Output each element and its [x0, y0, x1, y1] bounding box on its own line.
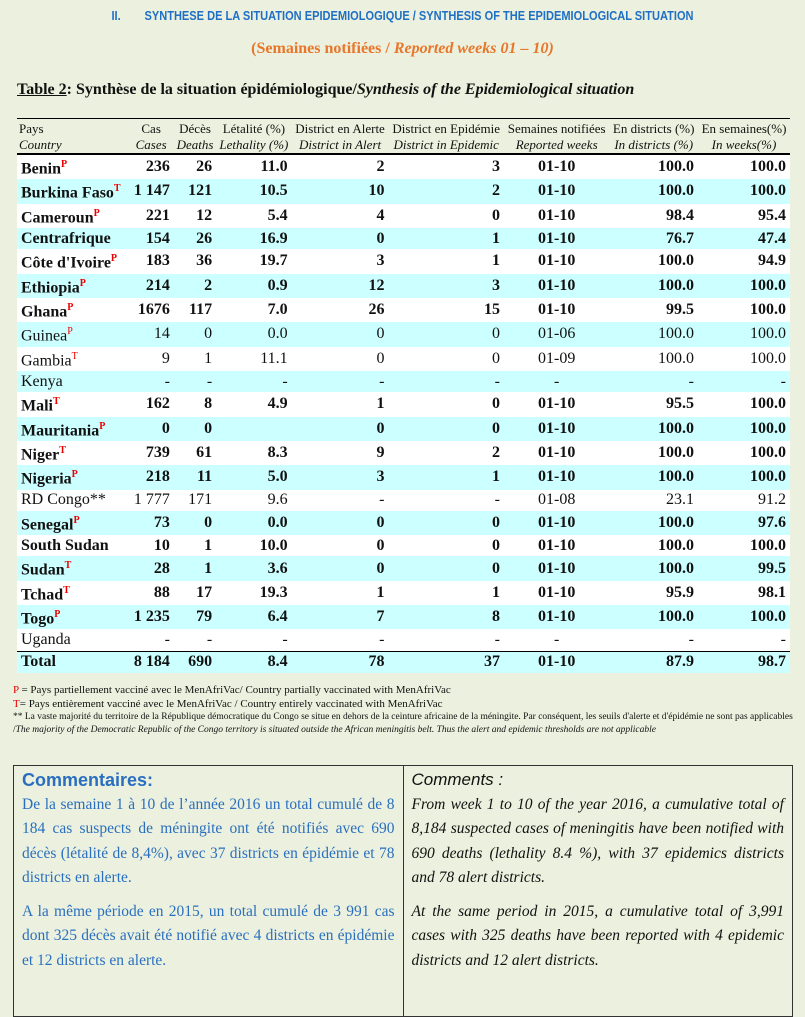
- table-row: [17, 179, 790, 203]
- value-cell: 14: [128, 322, 174, 346]
- epidemiological-table: [17, 118, 790, 673]
- value-cell: 3: [292, 465, 389, 489]
- vaccination-mark: T: [71, 350, 78, 362]
- value-cell: 1: [388, 228, 504, 249]
- value-cell: 10.5: [216, 179, 292, 203]
- value-cell: 01-09: [504, 347, 609, 371]
- value-cell: 01-10: [504, 274, 609, 298]
- country-cell: [17, 629, 128, 651]
- value-cell: 94.9: [698, 249, 790, 273]
- column-header: Deaths: [174, 137, 216, 154]
- country-cell: [17, 154, 128, 179]
- value-cell: 01-10: [504, 179, 609, 203]
- table-row: [17, 465, 790, 489]
- comments-en: Comments : From week 1 to 10 of the year 2016, a cumulative total of 8,184 suspected cases of meningitis have been notified with 690 deaths (lethality 8.4 %), with 37 epidemics districts and 78 alert districts. At the same period in 2015, a cumulative total of 3,991 cases with 325 deaths have been reported with 4 epidemic districts and 12 alert districts.: [411, 770, 784, 969]
- table-row: [17, 605, 790, 629]
- value-cell: 01-10: [504, 249, 609, 273]
- value-cell: 01-10: [504, 535, 609, 556]
- value-cell: 1: [292, 581, 389, 605]
- value-cell: 0: [292, 556, 389, 580]
- value-cell: 78: [292, 651, 389, 673]
- table-row: [17, 228, 790, 249]
- country-cell: [17, 490, 128, 511]
- table-row: [17, 322, 790, 346]
- value-cell: -: [698, 371, 790, 392]
- country-name: Benin: [21, 160, 62, 178]
- value-cell: 98.1: [698, 581, 790, 605]
- value-cell: 1 235: [128, 605, 174, 629]
- value-cell: 0: [174, 322, 216, 346]
- value-cell: 0: [292, 511, 389, 535]
- vaccination-mark: P: [54, 609, 61, 621]
- value-cell: -: [609, 371, 698, 392]
- value-cell: 100.0: [609, 417, 698, 441]
- value-cell: 100.0: [698, 417, 790, 441]
- value-cell: 1: [174, 535, 216, 556]
- column-header: In weeks(%): [698, 137, 790, 154]
- value-cell: 99.5: [609, 298, 698, 322]
- value-cell: 100.0: [698, 179, 790, 203]
- column-header: Reported weeks: [504, 137, 609, 154]
- value-cell: 8.3: [216, 441, 292, 465]
- value-cell: 218: [128, 465, 174, 489]
- comments-fr: Commentaires: De la semaine 1 à 10 de l’année 2016 un total cumulé de 8 184 cas suspects de méningite ont été notifiés avec 690 décès (létalité de 8,4%), avec 37 districts en épidémie et 78 districts en alerte. A la même période en 2015, un total cumulé de 3 991 cas dont 325 décès avait été notifié avec 4 districts en épidémie et 12 districts en alerte.: [14, 766, 404, 1016]
- vaccination-mark: P: [71, 469, 78, 481]
- value-cell: 0: [128, 417, 174, 441]
- value-cell: 26: [292, 298, 389, 322]
- table-row: [17, 581, 790, 605]
- value-cell: 100.0: [698, 535, 790, 556]
- note-entire: T= Pays entièrement vacciné avec le MenAfriVac / Country entirely vaccinated with MenAfriVac: [13, 698, 443, 710]
- value-cell: 88: [128, 581, 174, 605]
- value-cell: 100.0: [698, 322, 790, 346]
- vaccination-mark: T: [59, 444, 66, 456]
- column-header: District in Alert: [292, 137, 389, 154]
- value-cell: 01-10: [504, 204, 609, 228]
- table-title: Table 2: Synthèse de la situation épidémiologique/Synthesis of the Epidemiological situation: [17, 81, 635, 98]
- value-cell: 2: [388, 441, 504, 465]
- value-cell: 6.4: [216, 605, 292, 629]
- value-cell: 01-10: [504, 417, 609, 441]
- value-cell: 01-08: [504, 490, 609, 511]
- value-cell: 8.4: [216, 651, 292, 673]
- table-row: [17, 249, 790, 273]
- value-cell: 0: [292, 535, 389, 556]
- value-cell: 100.0: [609, 511, 698, 535]
- value-cell: 0: [292, 228, 389, 249]
- column-header: District en Alerte: [295, 121, 385, 136]
- country-name: Mali: [21, 397, 53, 415]
- table-row: [17, 490, 790, 511]
- value-cell: 19.7: [216, 249, 292, 273]
- value-cell: 9.6: [216, 490, 292, 511]
- value-cell: -: [388, 629, 504, 651]
- country-name: Total: [21, 653, 56, 671]
- value-cell: 3: [388, 154, 504, 179]
- value-cell: 1: [292, 392, 389, 416]
- value-cell: -: [504, 371, 609, 392]
- value-cell: 162: [128, 392, 174, 416]
- value-cell: 87.9: [609, 651, 698, 673]
- country-cell: [17, 371, 128, 392]
- value-cell: 4: [292, 204, 389, 228]
- value-cell: 01-10: [504, 651, 609, 673]
- vaccination-mark: T: [63, 584, 70, 596]
- column-header: Semaines notifiées: [507, 121, 606, 136]
- value-cell: 61: [174, 441, 216, 465]
- value-cell: 10: [128, 535, 174, 556]
- value-cell: 12: [174, 204, 216, 228]
- value-cell: -: [216, 629, 292, 651]
- country-cell: [17, 298, 128, 322]
- table-row: [17, 417, 790, 441]
- country-cell: [17, 441, 128, 465]
- value-cell: -: [128, 371, 174, 392]
- value-cell: 1 777: [128, 490, 174, 511]
- column-header: En districts (%): [612, 121, 695, 136]
- value-cell: 11.1: [216, 347, 292, 371]
- value-cell: 9: [292, 441, 389, 465]
- value-cell: 100.0: [698, 298, 790, 322]
- value-cell: 26: [174, 154, 216, 179]
- value-cell: 15: [388, 298, 504, 322]
- table-row: [17, 441, 790, 465]
- value-cell: 1: [388, 465, 504, 489]
- country-cell: [17, 179, 128, 203]
- country-cell: [17, 581, 128, 605]
- value-cell: 100.0: [609, 441, 698, 465]
- note-rdc: ** La vaste majorité du territoire de la République démocratique du Congo se situe en dehors de la ceinture africaine de la méningite. Par conséquent, les seuils d'alerte et d'épidémie ne sont pas applicables /The majority of the Democratic Republic of the Congo territory is situated outside the African meningitis belt. Thus the alert and epidemic thresholds are not applicable: [13, 712, 793, 735]
- value-cell: 01-10: [504, 556, 609, 580]
- value-cell: 0.0: [216, 511, 292, 535]
- value-cell: 100.0: [609, 249, 698, 273]
- value-cell: 7.0: [216, 298, 292, 322]
- value-cell: 01-10: [504, 298, 609, 322]
- value-cell: -: [292, 371, 389, 392]
- value-cell: 100.0: [609, 347, 698, 371]
- value-cell: 01-10: [504, 228, 609, 249]
- value-cell: 0: [388, 556, 504, 580]
- country-name: Kenya: [21, 372, 63, 390]
- value-cell: 2: [292, 154, 389, 179]
- value-cell: 11.0: [216, 154, 292, 179]
- vaccination-mark: T: [113, 183, 121, 195]
- country-cell: [17, 605, 128, 629]
- value-cell: 0: [388, 511, 504, 535]
- value-cell: 10: [292, 179, 389, 203]
- column-header: Létalité (%): [222, 121, 286, 136]
- value-cell: 154: [128, 228, 174, 249]
- comments-box: [13, 765, 793, 1017]
- value-cell: 98.4: [609, 204, 698, 228]
- value-cell: 183: [128, 249, 174, 273]
- value-cell: 01-10: [504, 511, 609, 535]
- column-header: En semaines(%): [701, 121, 787, 136]
- value-cell: 26: [174, 228, 216, 249]
- value-cell: 2: [174, 274, 216, 298]
- value-cell: 100.0: [698, 347, 790, 371]
- value-cell: 8: [174, 392, 216, 416]
- total-row: [17, 651, 790, 673]
- value-cell: 236: [128, 154, 174, 179]
- value-cell: 690: [174, 651, 216, 673]
- country-name: Burkina Faso: [21, 184, 114, 202]
- value-cell: 0: [292, 417, 389, 441]
- vaccination-mark: P: [93, 207, 100, 219]
- vaccination-mark: P: [110, 253, 118, 265]
- value-cell: -: [698, 629, 790, 651]
- country-cell: [17, 204, 128, 228]
- vaccination-mark: T: [53, 396, 60, 408]
- column-header: Cases: [128, 137, 174, 154]
- table-row: [17, 154, 790, 179]
- country-cell: [17, 465, 128, 489]
- vaccination-mark: P: [61, 159, 68, 170]
- value-cell: 100.0: [698, 392, 790, 416]
- country-name: Cameroun: [21, 208, 94, 226]
- value-cell: 0: [388, 322, 504, 346]
- vaccination-mark: P: [73, 514, 80, 526]
- country-cell: [17, 322, 128, 346]
- table-row: [17, 204, 790, 228]
- column-header: In districts (%): [609, 137, 698, 154]
- column-header: Décès: [179, 121, 211, 136]
- country-cell: [17, 392, 128, 416]
- value-cell: 100.0: [609, 322, 698, 346]
- value-cell: -: [388, 371, 504, 392]
- value-cell: 0: [292, 322, 389, 346]
- value-cell: -: [504, 629, 609, 651]
- value-cell: 100.0: [698, 441, 790, 465]
- value-cell: 3.6: [216, 556, 292, 580]
- value-cell: 79: [174, 605, 216, 629]
- value-cell: 95.5: [609, 392, 698, 416]
- country-cell: [17, 347, 128, 371]
- value-cell: 95.4: [698, 204, 790, 228]
- country-cell: [17, 556, 128, 580]
- value-cell: 10.0: [216, 535, 292, 556]
- value-cell: 37: [388, 651, 504, 673]
- subtitle: (Semaines notifiées / Reported weeks 01 – 10): [251, 40, 554, 57]
- country-name: Ghana: [21, 303, 68, 321]
- vaccination-mark: P: [79, 277, 86, 289]
- country-cell: [17, 274, 128, 298]
- value-cell: -: [174, 371, 216, 392]
- value-cell: 97.6: [698, 511, 790, 535]
- value-cell: -: [174, 629, 216, 651]
- value-cell: 0.9: [216, 274, 292, 298]
- value-cell: 0: [388, 417, 504, 441]
- value-cell: 739: [128, 441, 174, 465]
- country-cell: [17, 651, 128, 673]
- country-name: Ethiopia: [21, 278, 80, 296]
- footnotes: [13, 683, 805, 737]
- table-row: [17, 298, 790, 322]
- value-cell: 95.9: [609, 581, 698, 605]
- value-cell: 11: [174, 465, 216, 489]
- country-cell: [17, 417, 128, 441]
- note-partial: P = Pays partiellement vacciné avec le MenAfriVac/ Country partially vaccinated with MenAfriVac: [13, 684, 451, 696]
- value-cell: 1676: [128, 298, 174, 322]
- table-row: [17, 371, 790, 392]
- value-cell: 8: [388, 605, 504, 629]
- value-cell: 1 147: [128, 179, 174, 203]
- value-cell: 100.0: [609, 465, 698, 489]
- column-header: District en Epidémie: [392, 121, 501, 136]
- country-cell: [17, 511, 128, 535]
- value-cell: 117: [174, 298, 216, 322]
- value-cell: -: [609, 629, 698, 651]
- value-cell: 7: [292, 605, 389, 629]
- value-cell: 100.0: [609, 535, 698, 556]
- value-cell: -: [388, 490, 504, 511]
- table-row: [17, 535, 790, 556]
- value-cell: 2: [388, 179, 504, 203]
- country-name: Tchad: [21, 586, 64, 604]
- value-cell: 214: [128, 274, 174, 298]
- value-cell: 5.4: [216, 204, 292, 228]
- value-cell: 121: [174, 179, 216, 203]
- value-cell: 73: [128, 511, 174, 535]
- vaccination-mark: P: [67, 301, 74, 313]
- country-cell: [17, 228, 128, 249]
- vaccination-mark: T: [64, 560, 72, 572]
- value-cell: 76.7: [609, 228, 698, 249]
- country-name: Centrafrique: [21, 229, 111, 247]
- country-name: Nigeria: [21, 470, 72, 488]
- table-row: [17, 556, 790, 580]
- value-cell: 01-06: [504, 322, 609, 346]
- country-name: Senegal: [21, 516, 74, 534]
- value-cell: 100.0: [609, 179, 698, 203]
- country-name: Sudan: [21, 561, 65, 579]
- value-cell: 100.0: [698, 605, 790, 629]
- value-cell: [216, 417, 292, 441]
- value-cell: 17: [174, 581, 216, 605]
- value-cell: -: [128, 629, 174, 651]
- column-header: Lethality (%): [216, 137, 292, 154]
- column-header: Cas: [141, 121, 161, 136]
- value-cell: -: [216, 371, 292, 392]
- value-cell: 16.9: [216, 228, 292, 249]
- value-cell: 100.0: [609, 154, 698, 179]
- country-name: Uganda: [21, 631, 71, 649]
- column-header: Country: [17, 137, 128, 154]
- value-cell: 12: [292, 274, 389, 298]
- value-cell: -: [292, 629, 389, 651]
- value-cell: 100.0: [609, 605, 698, 629]
- country-name: Côte d'Ivoire: [21, 254, 111, 272]
- value-cell: 8 184: [128, 651, 174, 673]
- value-cell: 0: [174, 511, 216, 535]
- country-name: South Sudan: [21, 536, 109, 554]
- value-cell: 0: [292, 347, 389, 371]
- value-cell: 47.4: [698, 228, 790, 249]
- value-cell: 23.1: [609, 490, 698, 511]
- column-header: Pays: [19, 121, 44, 136]
- table-row: [17, 629, 790, 651]
- country-name: Mauritania: [21, 421, 100, 439]
- table-row: [17, 347, 790, 371]
- value-cell: 221: [128, 204, 174, 228]
- value-cell: 9: [128, 347, 174, 371]
- value-cell: 1: [388, 581, 504, 605]
- country-name: RD Congo**: [21, 491, 106, 509]
- value-cell: 1: [174, 556, 216, 580]
- value-cell: 0: [174, 417, 216, 441]
- value-cell: 0: [388, 347, 504, 371]
- value-cell: 100.0: [609, 274, 698, 298]
- value-cell: 01-10: [504, 581, 609, 605]
- value-cell: 1: [174, 347, 216, 371]
- country-name: Niger: [21, 446, 60, 464]
- value-cell: 100.0: [698, 274, 790, 298]
- value-cell: 4.9: [216, 392, 292, 416]
- value-cell: 01-10: [504, 392, 609, 416]
- value-cell: 0: [388, 535, 504, 556]
- value-cell: 100.0: [698, 465, 790, 489]
- value-cell: 19.3: [216, 581, 292, 605]
- value-cell: 01-10: [504, 154, 609, 179]
- value-cell: 3: [292, 249, 389, 273]
- country-name: Guinea: [21, 327, 68, 345]
- table-row: [17, 511, 790, 535]
- value-cell: 100.0: [609, 556, 698, 580]
- country-name: Togo: [21, 610, 55, 628]
- value-cell: 01-10: [504, 605, 609, 629]
- table-row: [17, 274, 790, 298]
- value-cell: 36: [174, 249, 216, 273]
- value-cell: 5.0: [216, 465, 292, 489]
- value-cell: 100.0: [698, 154, 790, 179]
- vaccination-mark: P: [67, 326, 73, 338]
- value-cell: 3: [388, 274, 504, 298]
- value-cell: 0: [388, 204, 504, 228]
- country-name: Gambia: [21, 351, 72, 369]
- value-cell: -: [292, 490, 389, 511]
- value-cell: 99.5: [698, 556, 790, 580]
- value-cell: 0: [388, 392, 504, 416]
- column-header: District in Epidemic: [388, 137, 504, 154]
- table-row: [17, 392, 790, 416]
- country-cell: [17, 249, 128, 273]
- vaccination-mark: P: [99, 420, 106, 432]
- value-cell: 01-10: [504, 465, 609, 489]
- value-cell: 1: [388, 249, 504, 273]
- value-cell: 01-10: [504, 441, 609, 465]
- section-title: II. SYNTHESE DE LA SITUATION EPIDEMIOLOGIQUE / SYNTHESIS OF THE EPIDEMIOLOGICAL SITUATION: [111, 8, 694, 23]
- value-cell: 171: [174, 490, 216, 511]
- value-cell: 0.0: [216, 322, 292, 346]
- value-cell: 28: [128, 556, 174, 580]
- value-cell: 98.7: [698, 651, 790, 673]
- country-cell: [17, 535, 128, 556]
- value-cell: 91.2: [698, 490, 790, 511]
